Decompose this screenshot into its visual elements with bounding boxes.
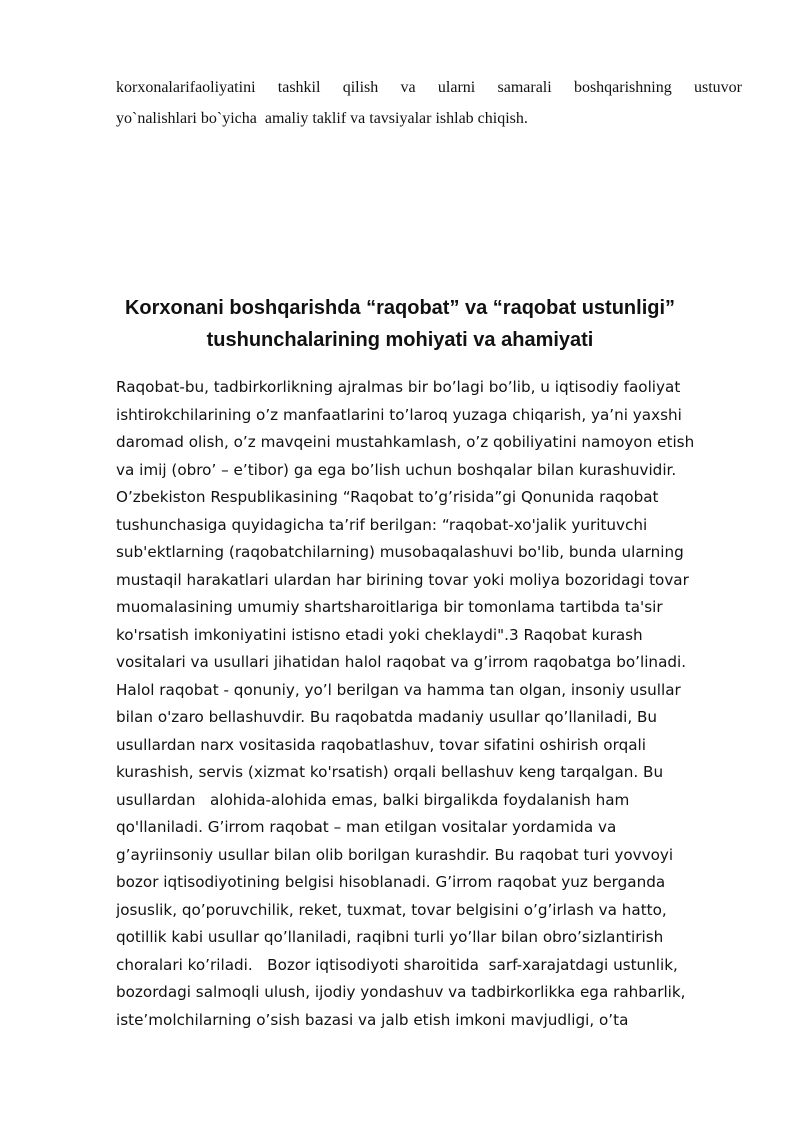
body-line: muomalasining umumiy shartsharoitlariga bir tomonlama tartibda ta'sir xyxy=(116,598,663,616)
body-line: Raqobat-bu, tadbirkorlikning ajralmas bir bo’lagi bo’lib, u iqtisodiy faoliyat xyxy=(116,378,681,396)
heading-line: tushunchalarining mohiyati va ahamiyati xyxy=(206,329,594,351)
body-line: daromad olish, o’z mavqeini mustahkamlash, o’z qobiliyatini namoyon etish xyxy=(116,433,695,451)
body-line: choralari ko’riladi. Bozor iqtisodiyoti sharoitida sarf-xarajatdagi ustunlik, xyxy=(116,955,678,974)
body-line: vositalari va usullari jihatidan halol raqobat va g’irrom raqobatga bo’linadi. xyxy=(116,653,687,671)
body-line: bilan o'zaro bellashuvdir. Bu raqobatda madaniy usullar qo’llaniladi, Bu xyxy=(116,708,658,726)
body-line: ko'rsatish imkoniyatini istisno etadi yoki cheklaydi".3 Raqobat kurash xyxy=(116,625,643,644)
section-heading xyxy=(100,292,700,356)
body-line: va imij (obro’ – e’tibor) ga ega bo’lish uchun boshqalar bilan kurashuvidir. xyxy=(116,460,677,479)
body-line: O’zbekiston Respublikasining “Raqobat to’g’risida”gi Qonunida raqobat xyxy=(116,488,659,506)
body-line: bozordagi salmoqli ulush, ijodiy yondashuv va tadbirkorlikka ega rahbarlik, xyxy=(116,983,686,1001)
body-line: usullardan alohida-alohida emas, balki birgalikda foydalanish ham xyxy=(116,790,630,809)
body-line: g’ayriinsoniy usullar bilan olib borilgan kurashdir. Bu raqobat turi yovvoyi xyxy=(116,845,674,864)
body-line: qo'llaniladi. G’irrom raqobat – man etilgan vositalar yordamida va xyxy=(116,818,617,836)
body-paragraph xyxy=(116,374,756,1034)
body-line: sub'ektlarning (raqobatchilarning) musobaqalashuvi bo'lib, bunda ularning xyxy=(116,543,684,561)
body-line: tushunchasiga quyidagicha ta’rif berilgan: “raqobat-xo'jalik yurituvchi xyxy=(116,515,648,534)
body-line: josuslik, qo’poruvchilik, reket, tuxmat, tovar belgisini o’g’irlash va hatto, xyxy=(116,900,667,919)
body-line: bozor iqtisodiyotining belgisi hisoblanadi. G’irrom raqobat yuz berganda xyxy=(116,873,666,891)
body-line: mustaqil harakatlari ulardan har birining tovar yoki moliya bozoridagi tovar xyxy=(116,570,689,589)
body-line: qotillik kabi usullar qo’llaniladi, raqibni turli yo’llar bilan obro’sizlantirish xyxy=(116,928,664,946)
body-line: ishtirokchilarining o’z manfaatlarini to’laroq yuzaga chiqarish, ya’ni yaxshi xyxy=(116,405,682,424)
intro-paragraph xyxy=(116,72,742,134)
body-line: iste’molchilarning o’sish bazasi va jalb etish imkoni mavjudligi, o’ta xyxy=(116,1010,629,1029)
body-line: usullardan narx vositasida raqobatlashuv, tovar sifatini oshirish orqali xyxy=(116,735,646,754)
body-line: Halol raqobat - qonuniy, yo’l berilgan va hamma tan olgan, insoniy usullar xyxy=(116,680,681,699)
heading-line: Korxonani boshqarishda “raqobat” va “raqobat ustunligi” xyxy=(124,297,676,319)
intro-line: yo`nalishlari bo`yicha amaliy taklif va tavsiyalar ishlab chiqish. xyxy=(116,110,528,127)
intro-line: korxonalarifaoliyatini tashkil qilish va ularni samarali boshqarishning ustuvor xyxy=(116,79,742,96)
body-line: kurashish, servis (xizmat ko'rsatish) orqali bellashuv keng tarqalgan. Bu xyxy=(116,763,664,781)
